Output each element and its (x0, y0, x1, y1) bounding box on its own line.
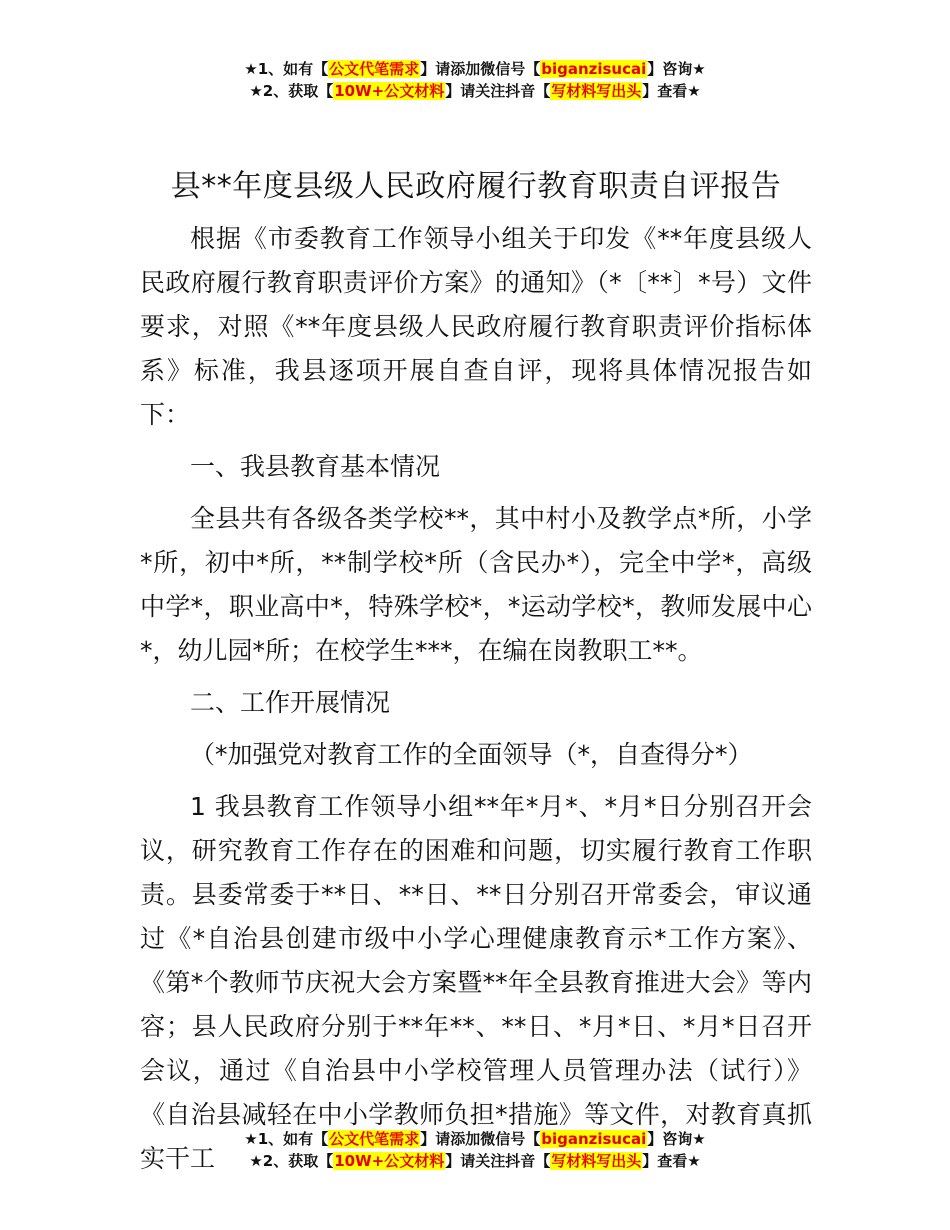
header-banner (0, 58, 950, 102)
section-2-heading: 二、工作开展情况 (190, 688, 391, 717)
highlight-douyin: 写材料写出头 (551, 82, 642, 100)
footer-highlight-service: 公文代笔需求 (329, 1130, 420, 1148)
subsection-1-heading: （*加强党对教育工作的全面领导（*，自查得分*） (190, 740, 753, 769)
banner-line-1: ★1、如有【公文代笔需求】请添加微信号【biganzisucai】咨询★ (244, 60, 706, 78)
footer-line-1: ★1、如有【公文代笔需求】请添加微信号【biganzisucai】咨询★ (244, 1130, 706, 1148)
banner-line-2: ★2、获取【10W+公文材料】请关注抖音【写材料写出头】查看★ (249, 82, 701, 100)
section-1-paragraph: 全县共有各级各类学校**，其中村小及教学点*所，小学*所，初中*所，**制学校*所（含民办*），完全中学*，高级中学*，职业高中*，特殊学校*，*运动学校*，教师发展中心*，幼儿园*所；在校学生***，在编在岗教职工**。 (140, 504, 812, 665)
highlight-service: 公文代笔需求 (329, 60, 420, 78)
document-body (140, 165, 812, 1189)
footer-line-2: ★2、获取【10W+公文材料】请关注抖音【写材料写出头】查看★ (249, 1152, 701, 1170)
intro-paragraph: 根据《市委教育工作领导小组关于印发《**年度县级人民政府履行教育职责评价方案》的通知》（*〔**〕*号）文件要求，对照《**年度县级人民政府履行教育职责评价指标体系》标准，我县逐项开展自查自评，现将具体情况报告如下： (140, 224, 812, 429)
footer-highlight-materials: 10W+公文材料 (334, 1152, 445, 1170)
highlight-materials: 10W+公文材料 (334, 82, 445, 100)
footer-highlight-wechat-id: biganzisucai (541, 1130, 647, 1148)
document-title: 县**年度县级人民政府履行教育职责自评报告 (170, 169, 782, 204)
footer-highlight-douyin: 写材料写出头 (551, 1152, 642, 1170)
section-1-heading: 一、我县教育基本情况 (190, 452, 441, 481)
highlight-wechat-id: biganzisucai (541, 60, 647, 78)
item-1-paragraph: 1 我县教育工作领导小组**年*月*、*月*日分别召开会议，研究教育工作存在的困难和问题，切实履行教育工作职责。县委常委于**日、**日、**日分别召开常委会，审议通过《*自治县创建市级中小学心理健康教育示*工作方案》、《第*个教师节庆祝大会方案暨**年全县教育推进大会》等内容；县人民政府分别于**年**、**日、*月*日、*月*日召开会议，通过《自治县中小学校管理人员管理办法（试行）》《自治县减轻在中小学教师负担*措施》等文件，对教育真抓实干工 (140, 792, 812, 1173)
footer-banner (0, 1128, 950, 1172)
